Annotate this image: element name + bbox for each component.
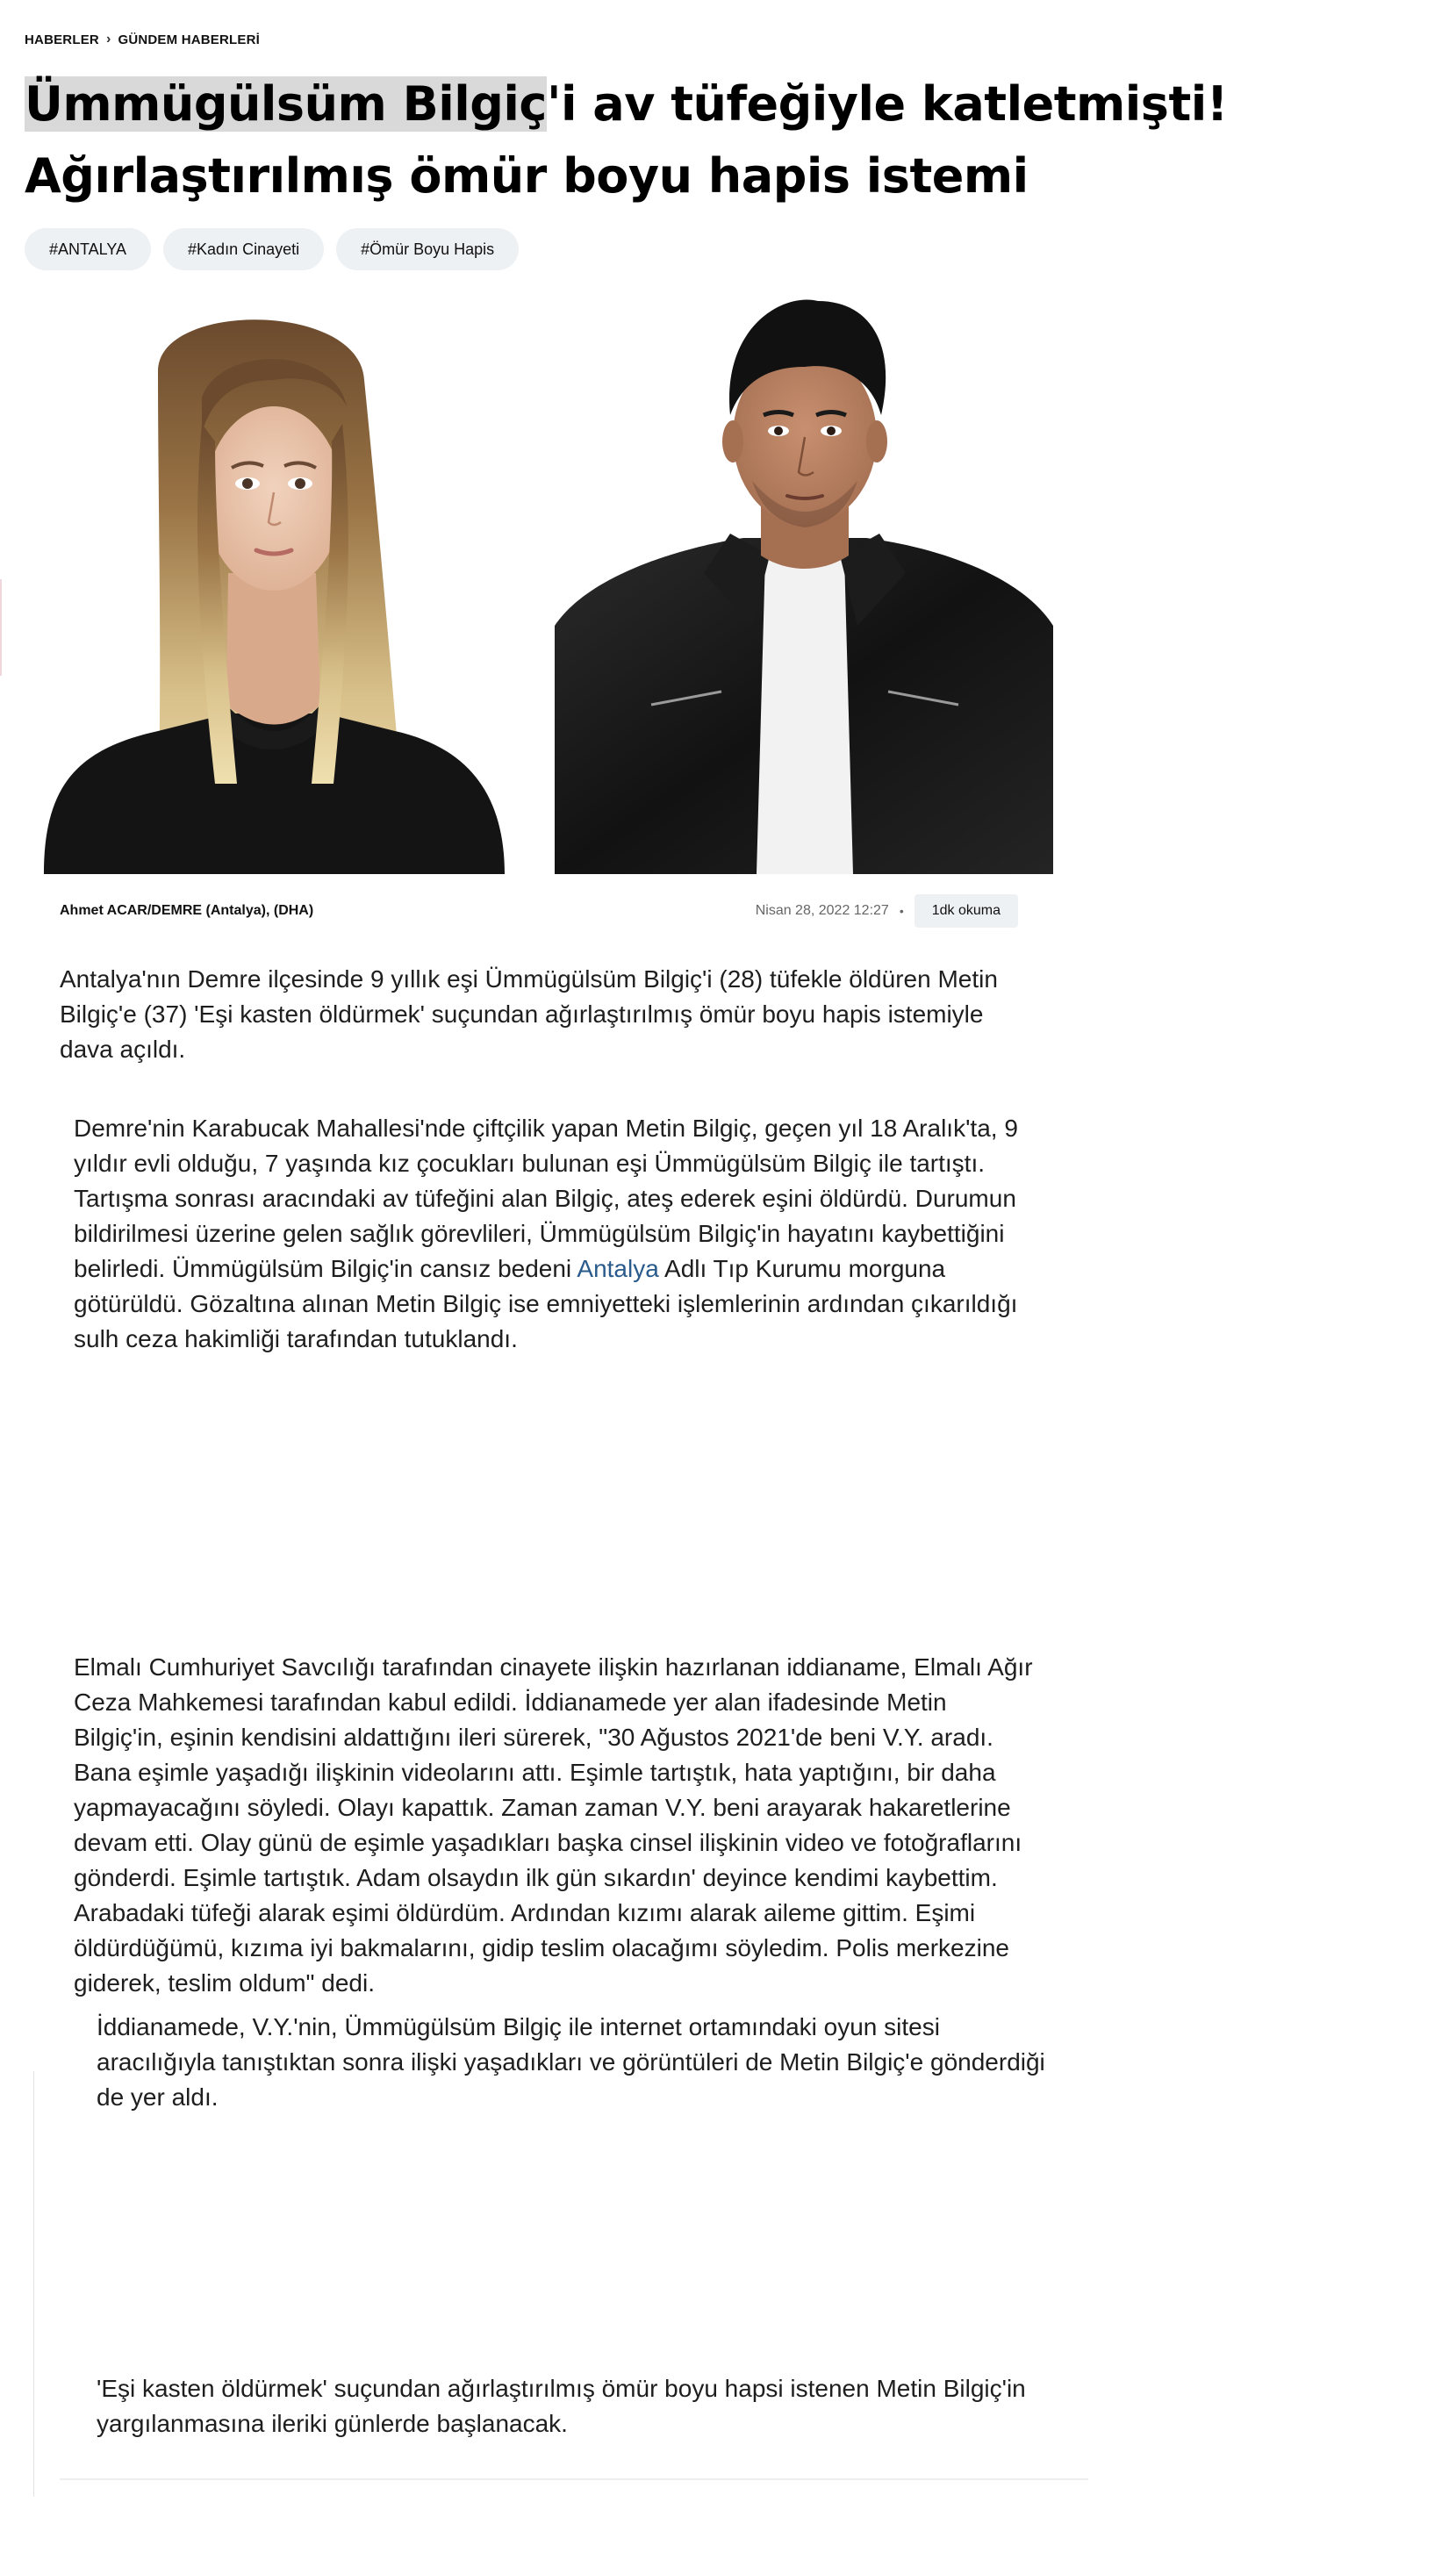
- article-paragraph: 'Eşi kasten öldürmek' suçundan ağırlaştırılmış ömür boyu hapsi istenen Metin Bilgiç'in yargılanmasına ileriki günlerde başlanacak.: [97, 2375, 1026, 2437]
- breadcrumb-item-gundem[interactable]: GÜNDEM HABERLERİ: [118, 32, 261, 47]
- page-edge-mark: [0, 579, 2, 676]
- article-paragraph: Elmalı Cumhuriyet Savcılığı tarafından cinayete ilişkin hazırlanan iddianame, Elmalı Ağır Ceza Mahkemesi tarafından kabul edildi. İddianamede yer alan ifadesinde Metin Bilgiç'in, eşinin kendisini aldattığını ileri sürerek, "30 Ağustos 2021'de beni V.Y. aradı. Bana eşimle yaşadığı ilişkinin videolarını attı. Eşimle tartıştık, hata yaptığını, bir daha yapmayacağını söyledi. Olayı kapattık. Zaman zaman V.Y. beni arayarak hakaretlerine devam etti. Olay günü de eşimle yaşadıkları başka cinsel ilişkinin video ve fotoğraflarını gönderdi. Eşimle tartıştık. Adam olsaydın ilk gün sıkardın' deyince kendimi kaybettim. Arabadaki tüfeği alarak eşimi öldürdüm. Ardından kızımı alarak aileme gittim. Eşimi öldürdüğümü, kızıma iyi bakmalarını, gidip teslim olacağımı söyledim. Polis merkezine giderek, teslim oldum" dedi.: [74, 1653, 1033, 1997]
- title-highlight: Ümmügülsüm Bilgiç: [25, 76, 547, 132]
- victim-photo: [26, 292, 518, 874]
- title-rest: 'i av tüfeğiyle katletmişti! Ağırlaştırılmış ömür boyu hapis istemi: [25, 76, 1228, 204]
- article-title: [25, 68, 1429, 212]
- meta-right: [756, 894, 1018, 928]
- tag-antalya[interactable]: #ANTALYA: [25, 228, 151, 270]
- meta-separator: •: [899, 904, 904, 918]
- author-name: Ahmet ACAR/DEMRE (Antalya), (DHA): [60, 903, 314, 918]
- article-paragraph: [74, 1111, 1022, 1357]
- article-paragraph: İddianamede, V.Y.'nin, Ümmügülsüm Bilgiç ile internet ortamındaki oyun sitesi aracılığıyla tanıştıktan sonra ilişki yaşadıkları ve görüntüleri de Metin Bilgiç'e gönderdiği de yer aldı.: [97, 2013, 1045, 2111]
- chevron-right-icon: ›: [105, 32, 111, 47]
- article-meta: [60, 893, 1018, 929]
- antalya-link[interactable]: Antalya: [577, 1255, 659, 1282]
- tag-kadin-cinayeti[interactable]: #Kadın Cinayeti: [163, 228, 324, 270]
- breadcrumb-item-haberler[interactable]: HABERLER: [25, 32, 99, 47]
- tag-list: [25, 228, 519, 270]
- breadcrumb: [25, 32, 260, 47]
- article-lead: Antalya'nın Demre ilçesinde 9 yıllık eşi Ümmügülsüm Bilgiç'i (28) tüfekle öldüren Metin Bilgiç'e (37) 'Eşi kasten öldürmek' suçundan ağırlaştırılmış ömür boyu hapis istemiyle dava açıldı.: [60, 965, 998, 1063]
- paragraph-text: Adlı Tıp Kurumu morguna götürüldü. Gözaltına alınan Metin Bilgiç ise emniyetteki işlemlerinin ardından çıkarıldığı sulh ceza hakimliği tarafından tutuklandı.: [74, 1255, 1018, 1352]
- article-end-divider: [60, 2478, 1088, 2480]
- publish-date: Nisan 28, 2022 12:27: [755, 903, 889, 918]
- tag-omur-boyu-hapis[interactable]: #Ömür Boyu Hapis: [336, 228, 519, 270]
- content-divider-vertical: [33, 2071, 34, 2497]
- paragraph-text: Demre'nin Karabucak Mahallesi'nde çiftçilik yapan Metin Bilgiç, geçen yıl 18 Aralık'ta, 9 yıldır evli olduğu, 7 yaşında kız çocukları bulunan eşi Ümmügülsüm Bilgiç ile tartıştı. Tartışma sonrası aracındaki av tüfeğini alan Bilgiç, ateş ederek eşini öldürdü. Durumun bildirilmesi üzerine gelen sağlık görevlileri, Ümmügülsüm Bilgiç'in hayatını kaybettiğini belirledi. Ümmügülsüm Bilgiç'in cansız bedeni: [74, 1115, 1018, 1282]
- suspect-photo: [555, 292, 1053, 874]
- read-time-badge: 1dk okuma: [914, 894, 1018, 928]
